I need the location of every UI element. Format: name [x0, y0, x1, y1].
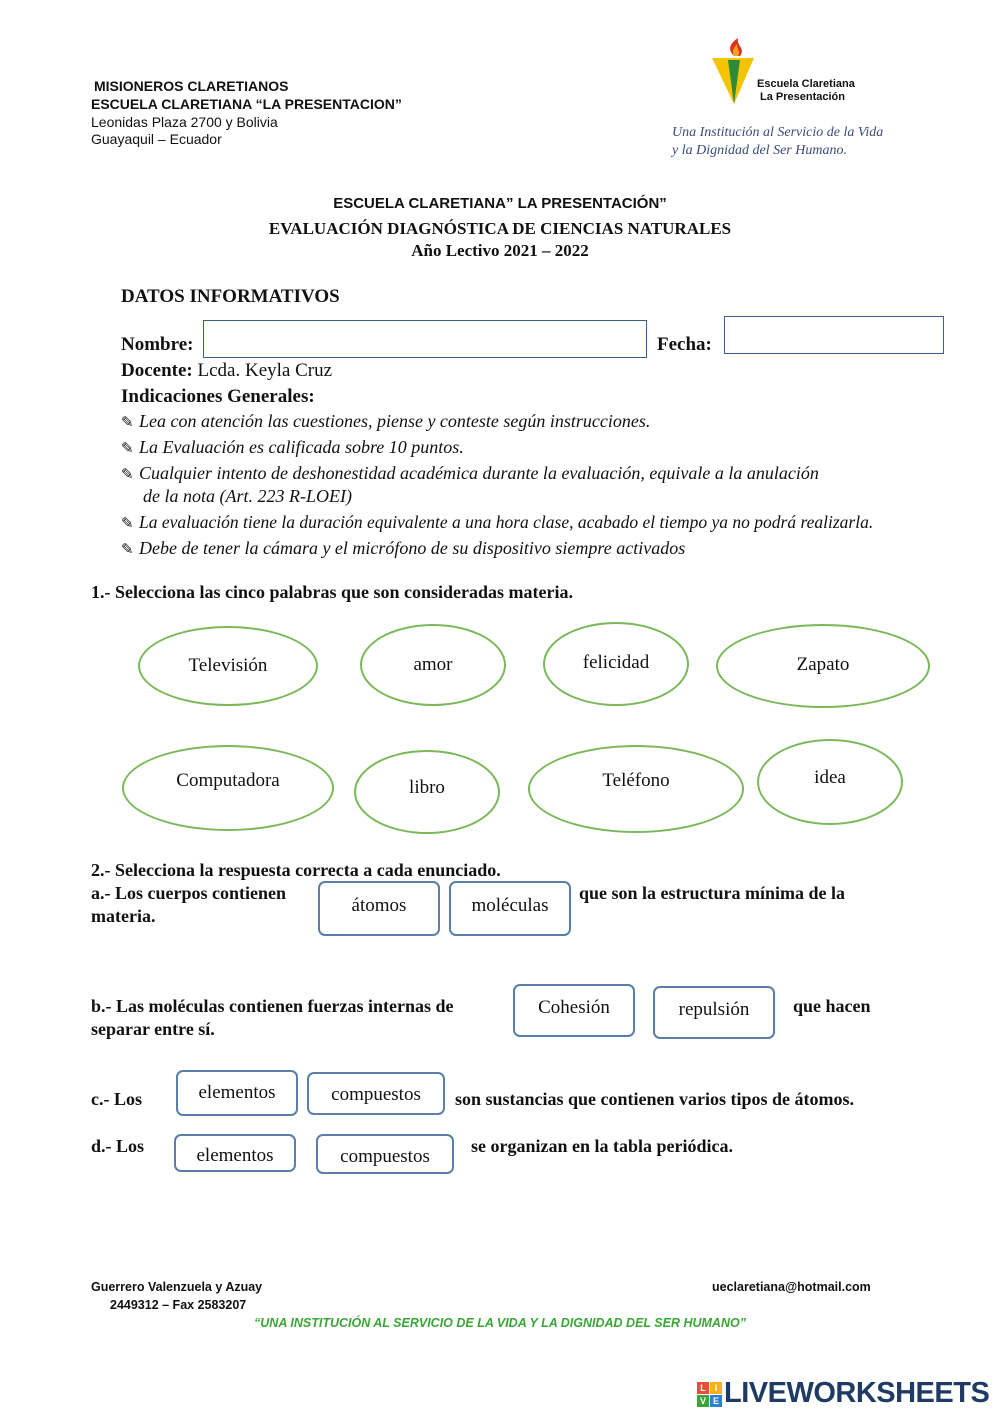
- liveworksheets-logo-icon: L I V E: [697, 1382, 723, 1408]
- teacher-row: [121, 360, 332, 382]
- q2a-text-before: a.- Los cuerpos contienen: [91, 883, 286, 903]
- q2a-option-moleculas[interactable]: moléculas: [449, 881, 571, 936]
- q2a-text-after-2: materia.: [91, 906, 156, 926]
- q2c-option-elementos[interactable]: elementos: [176, 1070, 298, 1116]
- motto-line-1: Una Institución al Servicio de la Vida: [672, 125, 884, 140]
- school-year: Año Lectivo 2021 – 2022: [411, 241, 589, 260]
- footer-slogan: “UNA INSTITUCIÓN AL SERVICIO DE LA VIDA Y LA DIGNIDAD DEL SER HUMANO”: [254, 1316, 746, 1330]
- logo-text-1: Escuela Claretiana: [757, 78, 855, 90]
- indications-label: Indicaciones Generales:: [121, 386, 315, 407]
- school-logo: [708, 38, 888, 108]
- pencil-icon: ✎: [121, 467, 134, 483]
- q2b-option-cohesion[interactable]: Cohesión: [513, 984, 635, 1037]
- indication-item: ✎ La Evaluación es calificada sobre 10 puntos.: [121, 437, 464, 457]
- exam-title: EVALUACIÓN DIAGNÓSTICA DE CIENCIAS NATURALES: [268, 219, 732, 238]
- pencil-icon: ✎: [121, 415, 134, 431]
- q2c-option-compuestos[interactable]: compuestos: [307, 1072, 445, 1115]
- school-title: ESCUELA CLARETIANA” LA PRESENTACIÓN”: [333, 195, 667, 212]
- org-line-1: MISIONEROS CLARETIANOS: [94, 78, 289, 94]
- q1-option-idea[interactable]: idea: [757, 739, 903, 825]
- info-section-title: DATOS INFORMATIVOS: [121, 286, 340, 307]
- q1-option-computadora[interactable]: Computadora: [122, 745, 334, 831]
- footer-address: Guerrero Valenzuela y Azuay: [91, 1280, 263, 1294]
- q2b-text-before: b.- Las moléculas contienen fuerzas internas de: [91, 996, 454, 1016]
- address-line-1: Leonidas Plaza 2700 y Bolivia: [91, 114, 278, 130]
- logo-text-2: La Presentación: [760, 91, 845, 103]
- q2b-option-repulsion[interactable]: repulsión: [653, 986, 775, 1039]
- q2d-text-before: d.- Los: [91, 1136, 145, 1156]
- indication-item-continued: de la nota (Art. 223 R-LOEI): [143, 486, 352, 506]
- footer-phone: 2449312 – Fax 2583207: [110, 1298, 247, 1312]
- pencil-icon: ✎: [121, 516, 134, 532]
- q2a-option-atomos[interactable]: átomos: [318, 881, 440, 936]
- address-line-2: Guayaquil – Ecuador: [91, 131, 222, 147]
- pencil-icon: ✎: [121, 441, 134, 457]
- indication-item: ✎ Lea con atención las cuestiones, piense y conteste según instrucciones.: [121, 411, 651, 431]
- q1-option-amor[interactable]: amor: [360, 624, 506, 706]
- org-line-2: ESCUELA CLARETIANA “LA PRESENTACION”: [91, 96, 402, 112]
- date-input[interactable]: [724, 316, 944, 354]
- q1-option-television[interactable]: Televisión: [138, 626, 318, 706]
- indication-item: ✎ Debe de tener la cámara y el micrófono de su dispositivo siempre activados: [121, 538, 686, 558]
- q2b-text-after: que hacen: [793, 996, 871, 1016]
- q1-prompt: 1.- Selecciona las cinco palabras que son consideradas materia.: [91, 582, 573, 602]
- q2d-text-after: se organizan en la tabla periódica.: [471, 1136, 733, 1156]
- q1-option-libro[interactable]: libro: [354, 750, 500, 834]
- q2d-option-compuestos[interactable]: compuestos: [316, 1134, 454, 1174]
- date-label: Fecha:: [657, 334, 712, 355]
- indication-item: ✎ Cualquier intento de deshonestidad académica durante la evaluación, equivale a la anulación: [121, 463, 819, 483]
- q1-option-felicidad[interactable]: felicidad: [543, 622, 689, 706]
- q1-option-zapato[interactable]: Zapato: [716, 624, 930, 708]
- q2c-text-before: c.- Los: [91, 1089, 142, 1109]
- liveworksheets-brand: LIVEWORKSHEETS: [724, 1377, 990, 1409]
- indication-item: ✎ La evaluación tiene la duración equivalente a una hora clase, acabado el tiempo ya no podrá realizarla.: [121, 512, 874, 532]
- q1-option-telefono[interactable]: Teléfono: [528, 745, 744, 833]
- q2-prompt: 2.- Selecciona la respuesta correcta a cada enunciado.: [91, 860, 501, 880]
- name-label: Nombre:: [121, 334, 194, 355]
- teacher-label: Docente:: [121, 360, 193, 381]
- footer-email: ueclaretiana@hotmail.com: [712, 1280, 871, 1294]
- teacher-value: Lcda. Keyla Cruz: [197, 360, 333, 381]
- q2c-text-after: son sustancias que contienen varios tipos de átomos.: [455, 1089, 855, 1109]
- q2b-text-after-2: separar entre sí.: [91, 1019, 215, 1039]
- motto-line-2: y la Dignidad del Ser Humano.: [672, 143, 847, 158]
- q2a-text-after: que son la estructura mínima de la: [579, 883, 846, 903]
- name-input[interactable]: [203, 320, 647, 358]
- pencil-icon: ✎: [121, 542, 134, 558]
- q2d-option-elementos[interactable]: elementos: [174, 1134, 296, 1172]
